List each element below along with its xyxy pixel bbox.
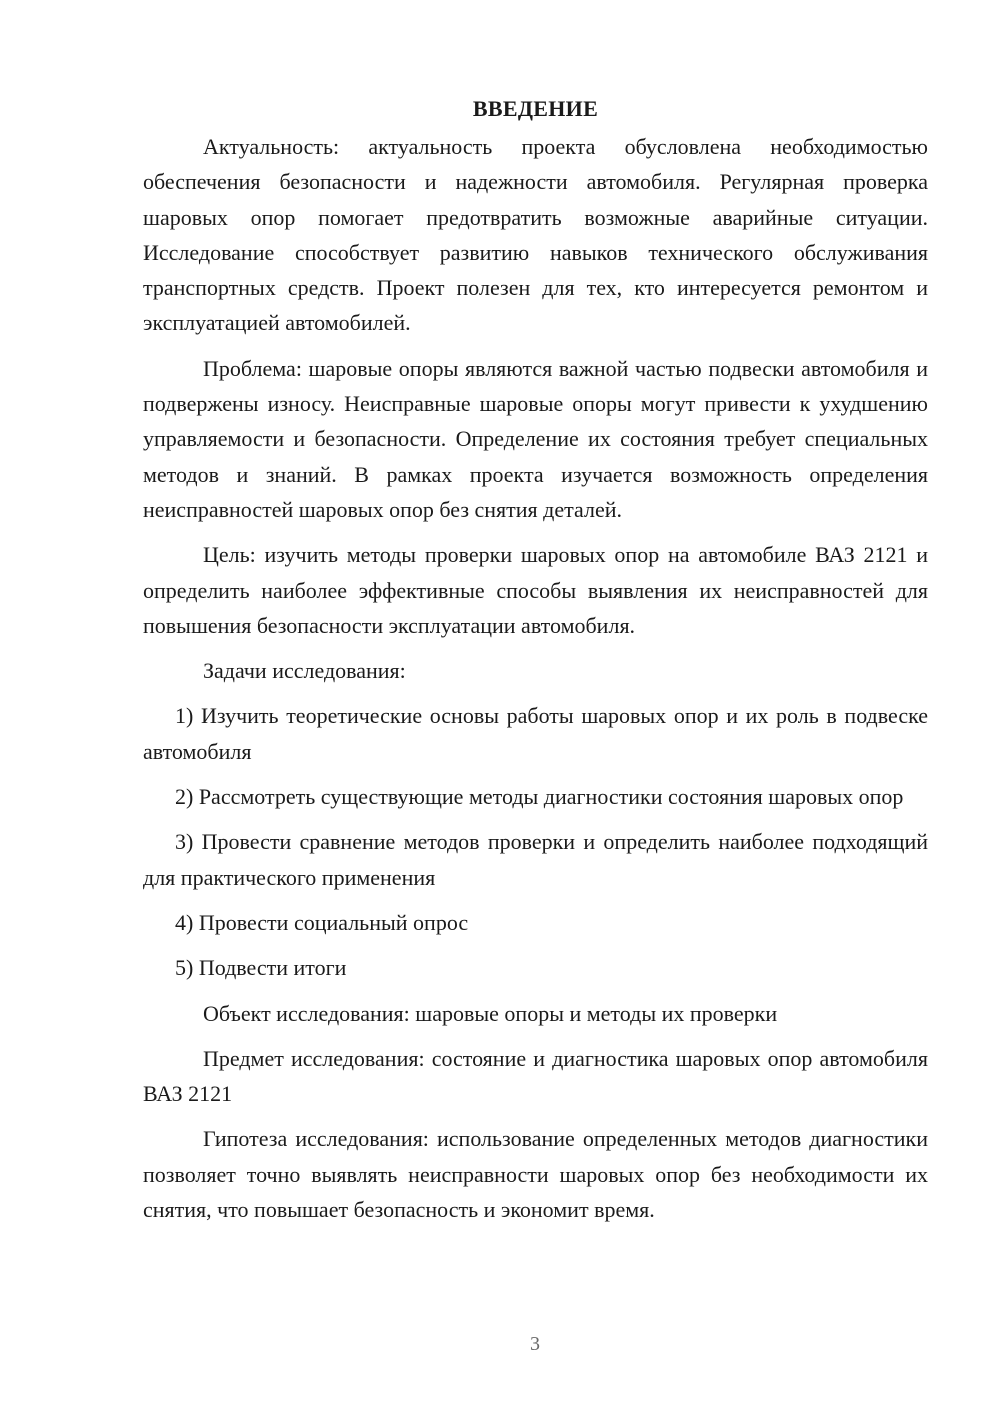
task-item-1: 1) Изучить теоретические основы работы шаровых опор и их роль в подвеске автомобиля	[143, 703, 928, 764]
task-item-4: 4) Провести социальный опрос	[175, 909, 469, 935]
task-item-2: 2) Рассмотреть существующие методы диагностики состояния шаровых опор	[175, 784, 904, 810]
paragraph-problem: Проблема: шаровые опоры являются важной частью подвески автомобиля и подвержены износу. Неисправные шаровые опоры могут привести к ухудшению управляемости и безопасности. Определение их состояния требует специальных методов и знаний. В рамках проекта изучается возможность определения неисправностей шаровых опор без снятия деталей.	[143, 355, 928, 522]
paragraph-hypothesis: Гипотеза исследования: использование определенных методов диагностики позволяет точно выявлять неисправности шаровых опор без необходимости их снятия, что повышает безопасность и экономит время.	[143, 1126, 928, 1223]
document-page	[143, 94, 928, 1237]
page-number: 3	[530, 1333, 540, 1355]
paragraph-subject: Предмет исследования: состояние и диагностика шаровых опор автомобиля ВАЗ 2121	[143, 1045, 928, 1107]
section-heading: ВВЕДЕНИЕ	[472, 96, 599, 121]
paragraph-goal: Цель: изучить методы проверки шаровых опор на автомобиле ВАЗ 2121 и определить наиболее эффективные способы выявления их неисправностей для повышения безопасности эксплуатации автомобиля.	[143, 542, 928, 638]
task-item-3: 3) Провести сравнение методов проверки и определить наиболее подходящий для практического применения	[143, 829, 928, 890]
paragraph-relevance: Актуальность: актуальность проекта обусловлена необходимостью обеспечения безопасности и надежности автомобиля. Регулярная проверка шаровых опор помогает предотвратить возможные аварийные ситуации. Исследование способствует развитию навыков технического обслуживания транспортных средств. Проект полезен для тех, кто интересуется ремонтом и эксплуатацией автомобилей.	[143, 134, 928, 336]
task-item-5: 5) Подвести итоги	[175, 955, 347, 981]
paragraph-tasks-title: Задачи исследования:	[203, 658, 406, 684]
paragraph-object: Объект исследования: шаровые опоры и методы их проверки	[203, 1000, 778, 1026]
